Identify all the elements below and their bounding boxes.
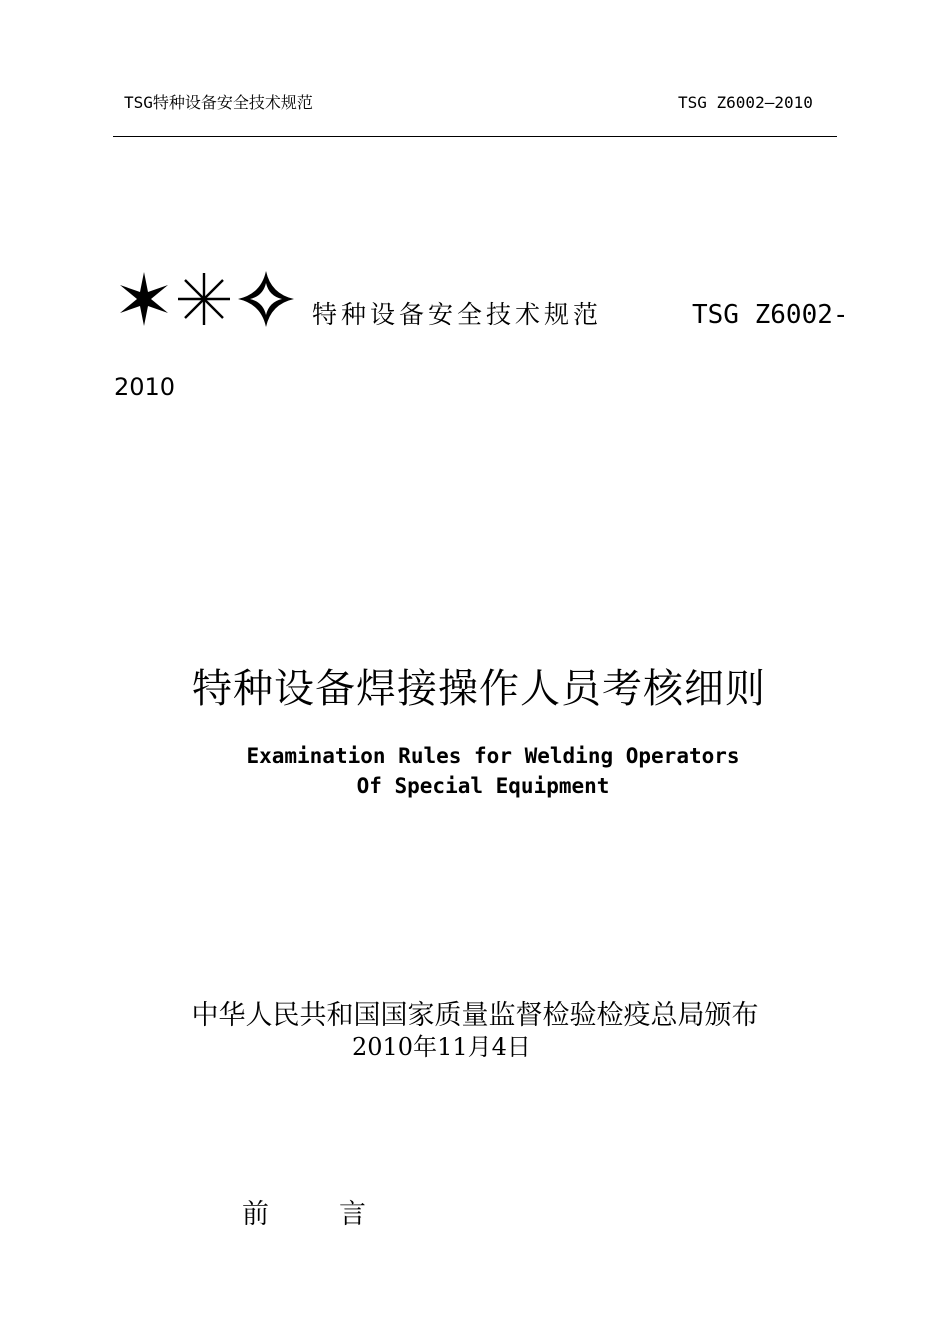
issuing-authority: 中华人民共和国国家质量监督检验检疫总局颁布 xyxy=(191,1000,759,1031)
star-ornaments xyxy=(114,268,294,330)
asterisk-star-icon xyxy=(178,273,230,325)
six-point-star-icon xyxy=(120,272,168,326)
issue-date: 2010年11月4日 xyxy=(352,1033,531,1061)
banner-title: 特种设备安全技术规范 xyxy=(312,300,603,329)
foreword-char-1: 前 xyxy=(242,1199,269,1230)
document-title-en-line2: Of Special Equipment xyxy=(356,774,610,798)
banner-code: TSG Z6002- xyxy=(692,300,849,330)
four-point-star-icon xyxy=(238,271,294,327)
header-divider xyxy=(113,136,837,137)
header-left-text: TSG特种设备安全技术规范 xyxy=(124,93,313,112)
document-title-zh: 特种设备焊接操作人员考核细则 xyxy=(192,666,766,712)
foreword-heading xyxy=(242,1197,366,1233)
foreword-char-2: 言 xyxy=(339,1199,366,1230)
header-right-code: TSG Z6002—2010 xyxy=(678,93,813,112)
banner-year: 2010 xyxy=(114,373,176,401)
document-title-en-line1: Examination Rules for Welding Operators xyxy=(246,744,740,768)
